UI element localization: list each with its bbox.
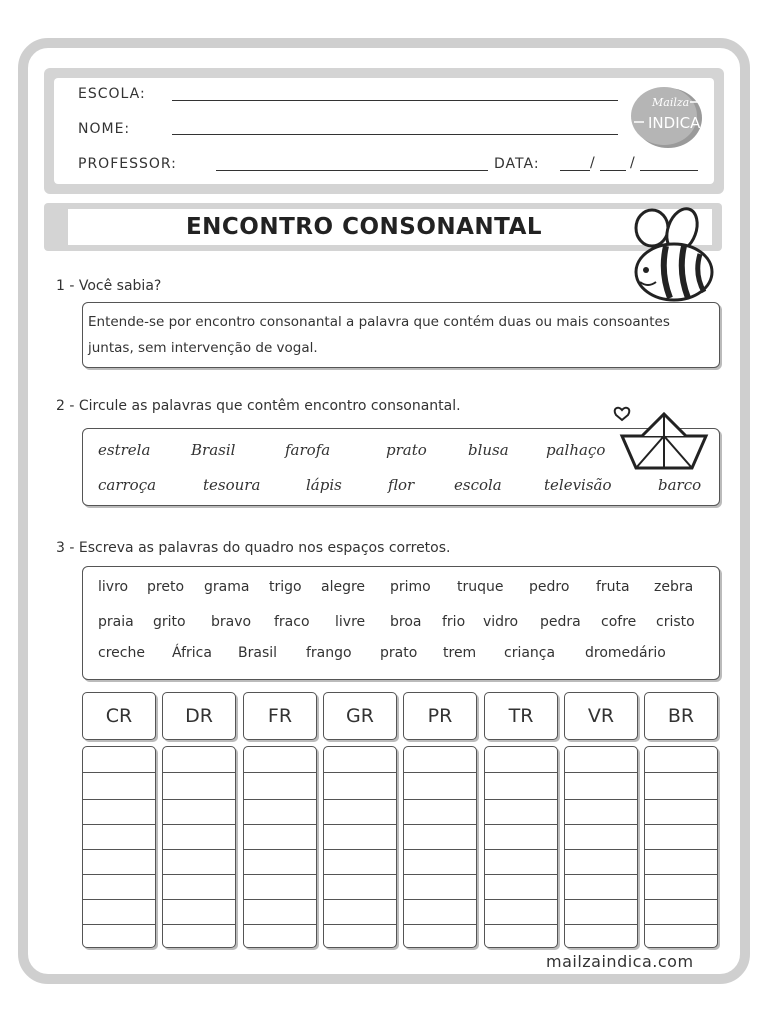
- escola-line[interactable]: [172, 100, 618, 101]
- q2-word[interactable]: tesoura: [203, 476, 261, 494]
- q1-label: 1 - Você sabia?: [56, 278, 162, 294]
- column-body-dr[interactable]: [162, 746, 236, 948]
- writing-line: [645, 899, 717, 900]
- writing-line: [485, 772, 557, 773]
- column-header-pr: PR: [403, 692, 477, 740]
- q2-word[interactable]: farofa: [285, 441, 331, 459]
- q3-word: pedro: [529, 579, 570, 595]
- nome-line[interactable]: [172, 134, 618, 135]
- q2-word[interactable]: estrela: [98, 441, 151, 459]
- professor-line[interactable]: [216, 170, 488, 171]
- date-separator-1: /: [590, 155, 595, 171]
- writing-line: [163, 824, 235, 825]
- q1-text-line2: juntas, sem intervenção de vogal.: [88, 340, 318, 356]
- column-header-tr: TR: [484, 692, 558, 740]
- footer-site: mailzaindica.com: [546, 952, 694, 971]
- writing-line: [163, 874, 235, 875]
- q1-text: [88, 309, 718, 361]
- q2-label: 2 - Circule as palavras que contêm encontro consonantal.: [56, 398, 461, 414]
- column-header-br: BR: [644, 692, 718, 740]
- column-body-br[interactable]: [644, 746, 718, 948]
- writing-line: [565, 899, 637, 900]
- q3-word: África: [172, 645, 212, 661]
- q2-word[interactable]: Brasil: [191, 441, 236, 459]
- bee-icon: [626, 204, 718, 308]
- writing-line: [404, 899, 476, 900]
- writing-line: [163, 799, 235, 800]
- q2-word[interactable]: carroça: [98, 476, 157, 494]
- writing-line: [244, 849, 316, 850]
- q2-word[interactable]: palhaço: [546, 441, 606, 459]
- writing-line: [485, 924, 557, 925]
- q3-word: truque: [457, 579, 504, 595]
- date-year-line[interactable]: [640, 170, 698, 171]
- writing-line: [404, 772, 476, 773]
- writing-line: [565, 874, 637, 875]
- q3-word: preto: [147, 579, 185, 595]
- q3-word: criança: [504, 645, 556, 661]
- logo-line2: INDICA: [648, 114, 701, 132]
- q3-label: 3 - Escreva as palavras do quadro nos espaços corretos.: [56, 540, 451, 556]
- column-header-gr: GR: [323, 692, 397, 740]
- writing-line: [324, 824, 396, 825]
- writing-line: [83, 824, 155, 825]
- column-header-cr: CR: [82, 692, 156, 740]
- q3-word: primo: [390, 579, 431, 595]
- q3-word: fruta: [596, 579, 630, 595]
- q3-word: alegre: [321, 579, 366, 595]
- q3-word: livro: [98, 579, 129, 595]
- data-label: DATA:: [494, 156, 540, 172]
- column-header-dr: DR: [162, 692, 236, 740]
- q3-word: cofre: [601, 614, 637, 630]
- writing-line: [404, 824, 476, 825]
- writing-line: [565, 799, 637, 800]
- writing-line: [324, 924, 396, 925]
- writing-line: [485, 899, 557, 900]
- writing-line: [163, 899, 235, 900]
- q3-word: trem: [443, 645, 477, 661]
- writing-line: [324, 799, 396, 800]
- q2-word[interactable]: blusa: [468, 441, 509, 459]
- q2-word[interactable]: lápis: [306, 476, 342, 494]
- writing-line: [404, 874, 476, 875]
- q3-word: grama: [204, 579, 250, 595]
- writing-line: [83, 874, 155, 875]
- writing-line: [485, 799, 557, 800]
- q3-word: grito: [153, 614, 186, 630]
- writing-line: [645, 824, 717, 825]
- column-body-vr[interactable]: [564, 746, 638, 948]
- date-day-line[interactable]: [560, 170, 590, 171]
- q3-word: pedra: [540, 614, 581, 630]
- q3-word: cristo: [656, 614, 695, 630]
- q2-word[interactable]: prato: [386, 441, 427, 459]
- column-body-gr[interactable]: [323, 746, 397, 948]
- writing-line: [163, 849, 235, 850]
- writing-line: [83, 849, 155, 850]
- q3-word: creche: [98, 645, 145, 661]
- writing-line: [485, 849, 557, 850]
- q3-word: zebra: [654, 579, 694, 595]
- writing-line: [244, 772, 316, 773]
- writing-line: [244, 874, 316, 875]
- logo-line1: Mailza: [652, 96, 690, 109]
- writing-line: [244, 799, 316, 800]
- writing-line: [645, 849, 717, 850]
- paper-boat-icon: [608, 406, 718, 478]
- writing-line: [244, 924, 316, 925]
- q3-word: trigo: [269, 579, 302, 595]
- writing-line: [83, 899, 155, 900]
- q2-word[interactable]: escola: [454, 476, 502, 494]
- writing-line: [324, 899, 396, 900]
- q3-word: praia: [98, 614, 134, 630]
- column-body-fr[interactable]: [243, 746, 317, 948]
- q3-word: vidro: [483, 614, 519, 630]
- writing-line: [324, 874, 396, 875]
- nome-label: NOME:: [78, 121, 131, 137]
- writing-line: [565, 924, 637, 925]
- writing-line: [404, 924, 476, 925]
- q2-word[interactable]: flor: [388, 476, 415, 494]
- writing-line: [324, 772, 396, 773]
- writing-line: [83, 924, 155, 925]
- writing-line: [565, 772, 637, 773]
- q3-word: Brasil: [238, 645, 278, 661]
- q3-word: bravo: [211, 614, 252, 630]
- q2-word[interactable]: barco: [658, 476, 702, 494]
- writing-line: [565, 824, 637, 825]
- writing-line: [324, 849, 396, 850]
- writing-line: [404, 799, 476, 800]
- writing-line: [163, 772, 235, 773]
- q3-word: frio: [442, 614, 466, 630]
- date-separator-2: /: [630, 155, 635, 171]
- writing-line: [244, 899, 316, 900]
- writing-line: [645, 799, 717, 800]
- writing-line: [565, 849, 637, 850]
- header-panel: [44, 68, 724, 194]
- writing-line: [485, 874, 557, 875]
- q3-word: frango: [306, 645, 352, 661]
- writing-line: [645, 772, 717, 773]
- writing-line: [485, 824, 557, 825]
- writing-line: [244, 824, 316, 825]
- writing-line: [404, 849, 476, 850]
- mailza-indica-logo: [630, 84, 704, 148]
- escola-label: ESCOLA:: [78, 86, 146, 102]
- q3-word: prato: [380, 645, 418, 661]
- q1-text-line1: Entende-se por encontro consonantal a palavra que contém duas ou mais consoantes: [88, 314, 670, 330]
- column-body-pr[interactable]: [403, 746, 477, 948]
- writing-line: [83, 772, 155, 773]
- writing-line: [163, 924, 235, 925]
- column-header-vr: VR: [564, 692, 638, 740]
- date-month-line[interactable]: [600, 170, 626, 171]
- q3-word: dromedário: [585, 645, 666, 661]
- page-title: ENCONTRO CONSONANTAL: [185, 214, 543, 240]
- q3-word: fraco: [274, 614, 310, 630]
- column-body-cr[interactable]: [82, 746, 156, 948]
- q3-word: livre: [335, 614, 366, 630]
- professor-label: PROFESSOR:: [78, 156, 177, 172]
- writing-line: [645, 924, 717, 925]
- column-body-tr[interactable]: [484, 746, 558, 948]
- column-header-fr: FR: [243, 692, 317, 740]
- writing-line: [83, 799, 155, 800]
- q3-word: broa: [390, 614, 422, 630]
- writing-line: [645, 874, 717, 875]
- q2-word[interactable]: televisão: [544, 476, 612, 494]
